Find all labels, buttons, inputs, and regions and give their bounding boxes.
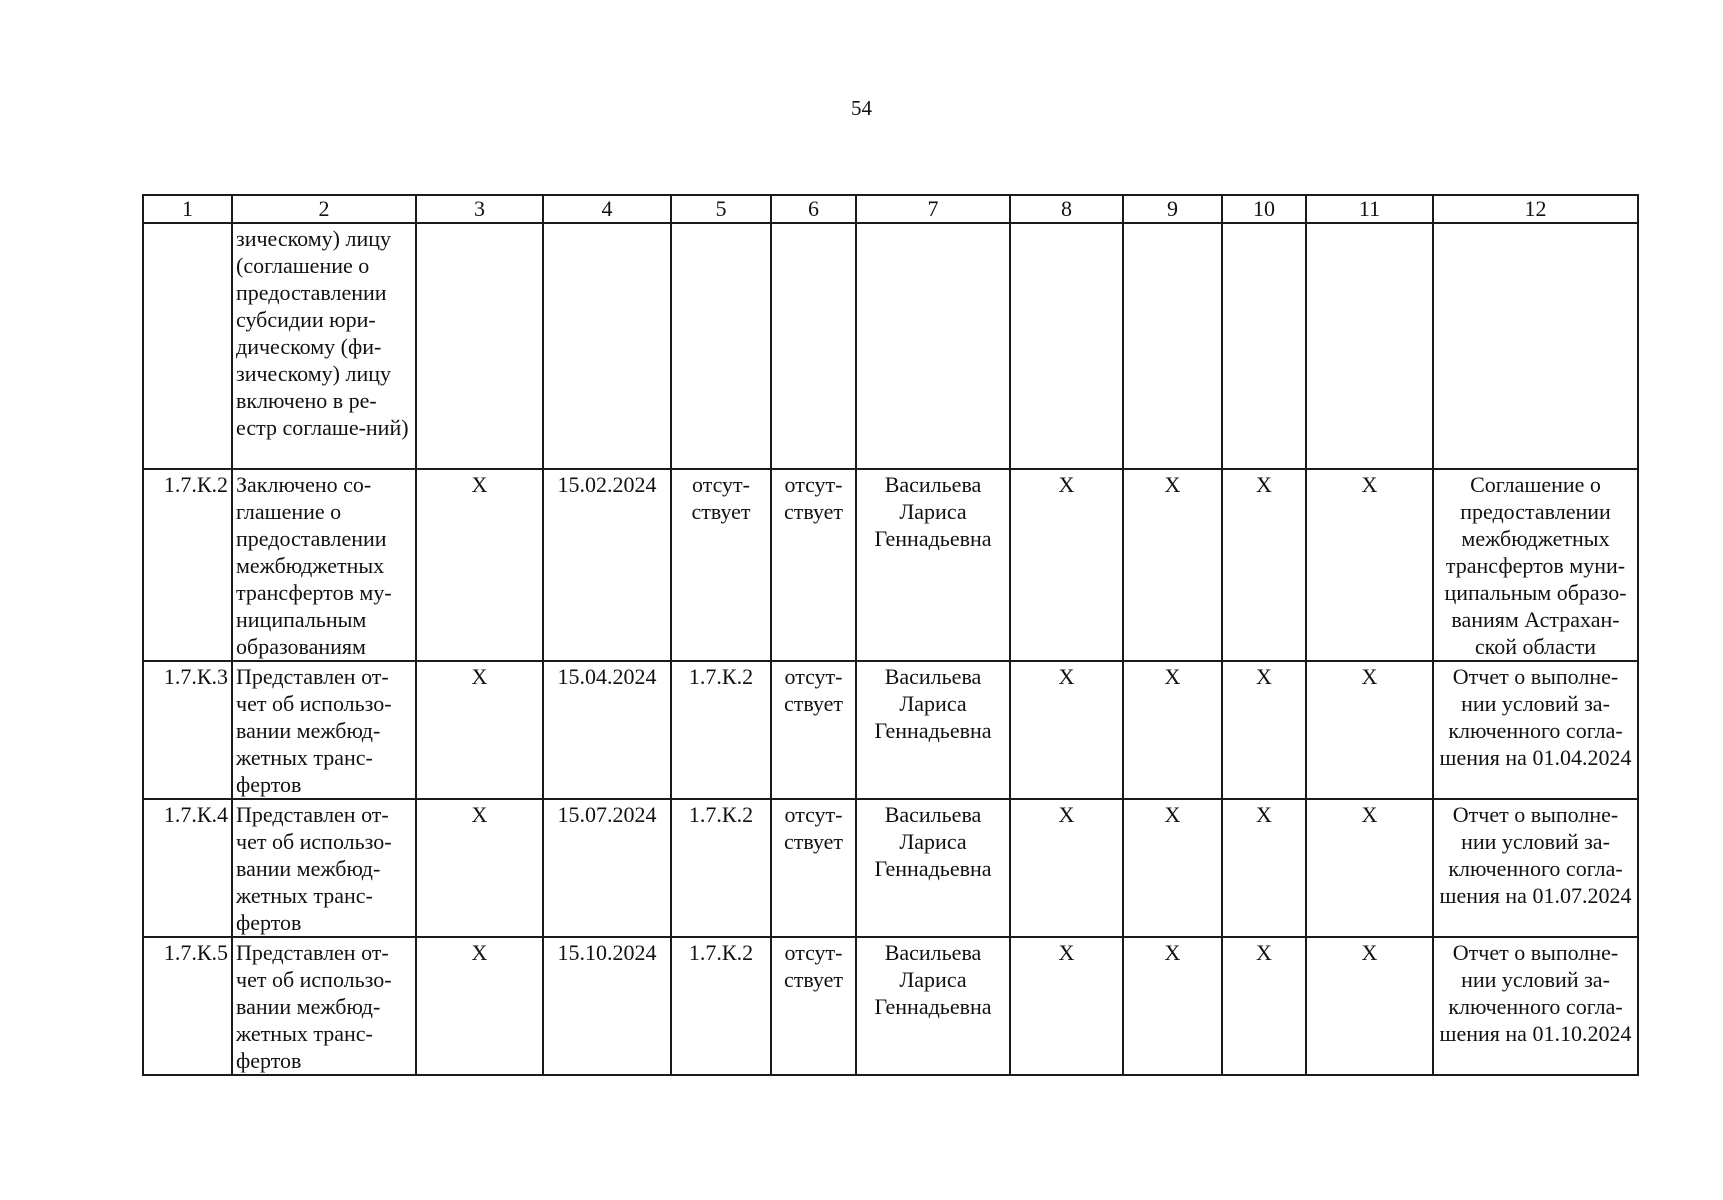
control-points-table — [142, 194, 1639, 1076]
table-cell: отсут-ствует — [771, 799, 856, 937]
table-cell — [771, 223, 856, 469]
table-row — [143, 799, 1638, 937]
table-cell: Х — [416, 799, 543, 937]
table-cell: Х — [1222, 469, 1306, 661]
table-cell: 1.7.К.2 — [671, 937, 771, 1075]
table-cell: Х — [416, 937, 543, 1075]
header-cell: 3 — [416, 195, 543, 223]
table-cell-date: 15.02.2024 — [543, 469, 671, 661]
table-cell-document: Отчет о выполне-нии условий за-ключенного согла-шения на 01.10.2024 — [1433, 937, 1638, 1075]
table-cell: Х — [1123, 937, 1222, 1075]
table-row-continuation — [143, 223, 1638, 469]
table-cell: Х — [1010, 661, 1123, 799]
table-cell — [143, 223, 232, 469]
table-cell-description: Заключено со-глашение о предоставлении межбюджетных трансфертов му-ниципальным образованиям — [232, 469, 416, 661]
table-cell-responsible: Васильева Лариса Геннадьевна — [856, 937, 1010, 1075]
table-cell — [1306, 223, 1433, 469]
table-cell: Х — [1306, 937, 1433, 1075]
table-cell-description: Представлен от-чет об использо-вании межбюд-жетных транс-фертов — [232, 661, 416, 799]
header-cell: 7 — [856, 195, 1010, 223]
table-cell: Х — [416, 469, 543, 661]
table-cell: отсут-ствует — [671, 469, 771, 661]
table-row — [143, 469, 1638, 661]
table-cell: 1.7.К.2 — [671, 799, 771, 937]
table-cell-date: 15.04.2024 — [543, 661, 671, 799]
table-cell-description: зическому) лицу (соглашение о предоставлении субсидии юри-дическому (фи-зическому) лицу включено в ре-естр соглаше-ний) — [232, 223, 416, 469]
table-cell: Х — [1222, 937, 1306, 1075]
header-cell: 12 — [1433, 195, 1638, 223]
table-cell-document: Отчет о выполне-нии условий за-ключенного согла-шения на 01.07.2024 — [1433, 799, 1638, 937]
table-cell — [856, 223, 1010, 469]
header-cell: 11 — [1306, 195, 1433, 223]
header-cell: 10 — [1222, 195, 1306, 223]
table-cell — [1010, 223, 1123, 469]
table-cell — [543, 223, 671, 469]
table-cell: 1.7.К.2 — [671, 661, 771, 799]
table-cell-responsible: Васильева Лариса Геннадьевна — [856, 799, 1010, 937]
table-cell-responsible: Васильева Лариса Геннадьевна — [856, 469, 1010, 661]
table-cell: Х — [1306, 799, 1433, 937]
table-cell: Х — [1222, 661, 1306, 799]
table-cell: отсут-ствует — [771, 661, 856, 799]
table-cell-document: Отчет о выполне-нии условий за-ключенного согла-шения на 01.04.2024 — [1433, 661, 1638, 799]
table-cell-code: 1.7.К.4 — [143, 799, 232, 937]
table-cell: отсут-ствует — [771, 469, 856, 661]
table-cell-code: 1.7.К.2 — [143, 469, 232, 661]
table-cell: Х — [1123, 469, 1222, 661]
table-cell — [1433, 223, 1638, 469]
table-cell-responsible: Васильева Лариса Геннадьевна — [856, 661, 1010, 799]
header-cell: 5 — [671, 195, 771, 223]
table-cell-date: 15.10.2024 — [543, 937, 671, 1075]
table-cell — [671, 223, 771, 469]
page-number: 54 — [851, 96, 872, 120]
table-cell — [416, 223, 543, 469]
header-cell: 1 — [143, 195, 232, 223]
table-cell: Х — [1222, 799, 1306, 937]
table-cell: Х — [1306, 469, 1433, 661]
table-cell-description: Представлен от-чет об использо-вании межбюд-жетных транс-фертов — [232, 937, 416, 1075]
table-cell: Х — [1123, 661, 1222, 799]
table-row — [143, 937, 1638, 1075]
table-cell: Х — [1306, 661, 1433, 799]
table-cell — [1123, 223, 1222, 469]
header-row — [143, 195, 1638, 223]
table-cell: отсут-ствует — [771, 937, 856, 1075]
header-cell: 4 — [543, 195, 671, 223]
header-cell: 9 — [1123, 195, 1222, 223]
table-cell-code: 1.7.К.3 — [143, 661, 232, 799]
header-cell: 6 — [771, 195, 856, 223]
table-row — [143, 661, 1638, 799]
table-cell-date: 15.07.2024 — [543, 799, 671, 937]
table-cell-description: Представлен от-чет об использо-вании межбюд-жетных транс-фертов — [232, 799, 416, 937]
table-cell-code: 1.7.К.5 — [143, 937, 232, 1075]
table-cell: Х — [1010, 469, 1123, 661]
table-cell — [1222, 223, 1306, 469]
table-cell: Х — [1010, 799, 1123, 937]
table-cell: Х — [416, 661, 543, 799]
table-cell: Х — [1010, 937, 1123, 1075]
header-cell: 2 — [232, 195, 416, 223]
table-cell-document: Соглашение о предоставлении межбюджетных трансфертов муни-ципальным образо-ваниям Астрахан-ской области — [1433, 469, 1638, 661]
table-cell: Х — [1123, 799, 1222, 937]
header-cell: 8 — [1010, 195, 1123, 223]
